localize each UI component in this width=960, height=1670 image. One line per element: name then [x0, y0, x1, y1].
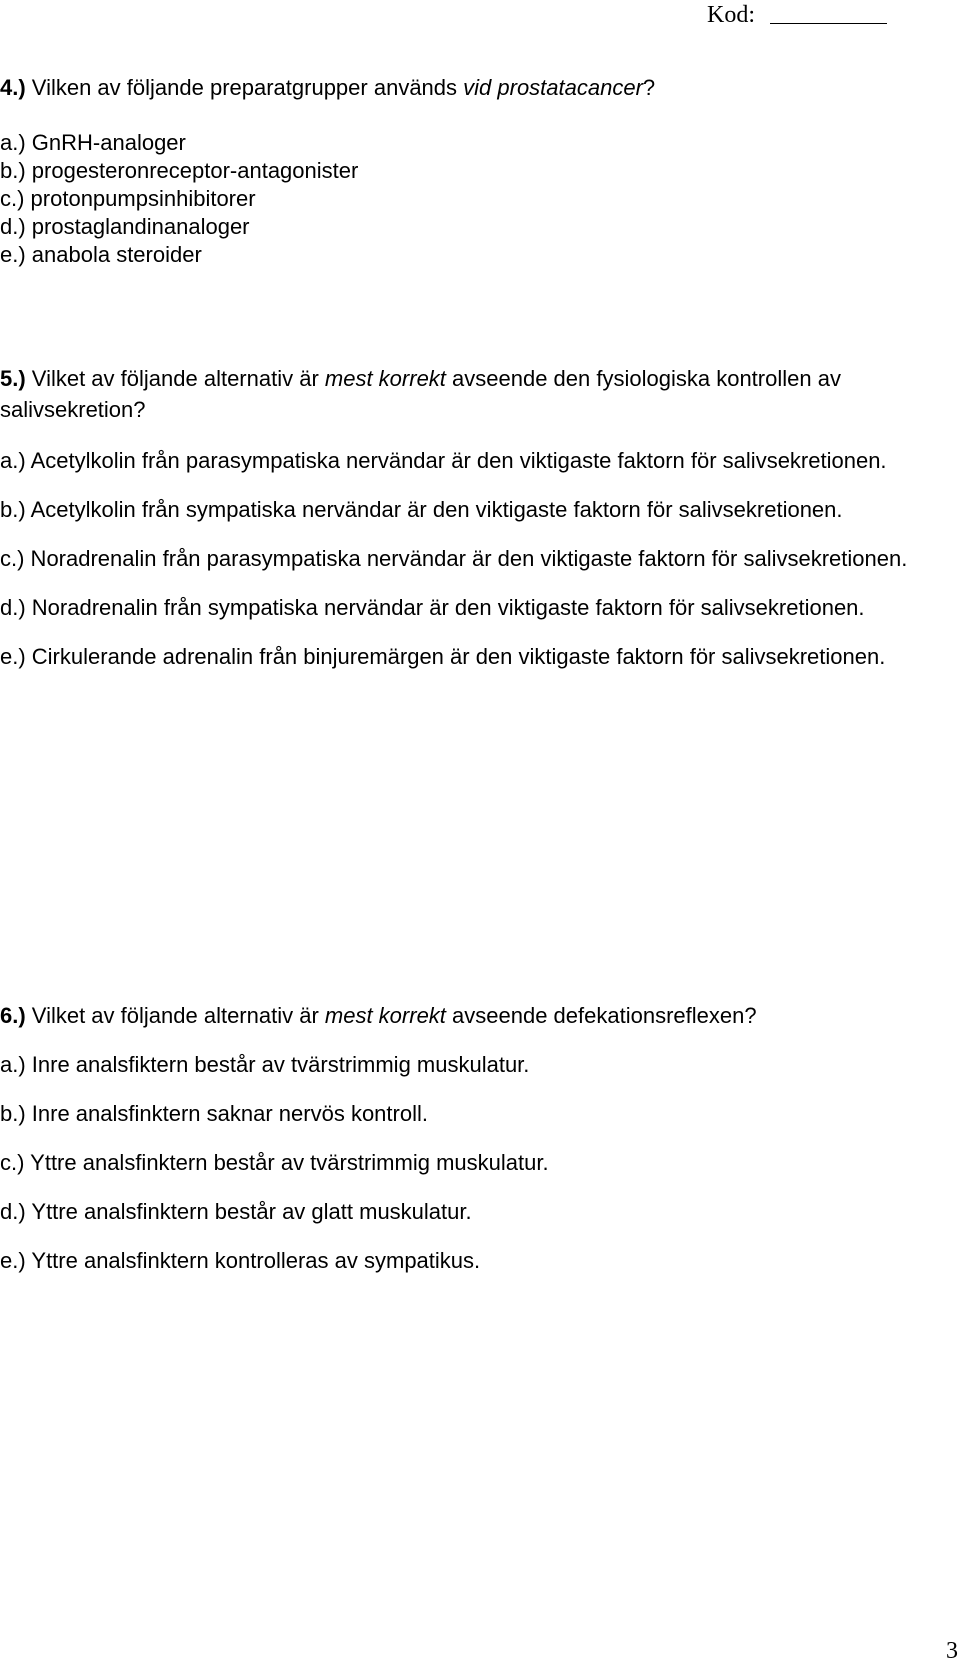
- question-text-part: Vilket av följande alternativ är: [25, 1003, 325, 1028]
- kod-blank-line: [770, 23, 887, 24]
- question-6-text: [0, 1000, 930, 1031]
- question-text-part: Vilken av följande preparatgrupper används: [25, 75, 464, 100]
- option-c: c.) Yttre analsfinktern består av tvärstrimmig muskulatur.: [0, 1150, 549, 1175]
- question-5: [0, 363, 930, 690]
- question-emphasis: mest korrekt: [324, 1003, 446, 1028]
- option-b: b.) Inre analsfinktern saknar nervös kontroll.: [0, 1101, 428, 1126]
- option-e: e.) Yttre analsfinktern kontrolleras av sympatikus.: [0, 1248, 481, 1273]
- question-text-part: ?: [642, 75, 656, 100]
- kod-label: Kod:: [707, 2, 755, 28]
- question-text-part: avseende defekationsreflexen?: [445, 1003, 757, 1028]
- option-a: a.) Acetylkolin från parasympatiska nervändar är den viktigaste faktorn för salivsekretionen.: [0, 448, 887, 473]
- option-e: e.) Cirkulerande adrenalin från binjuremärgen är den viktigaste faktorn för salivsekretionen.: [0, 644, 886, 669]
- question-4-options: [0, 129, 930, 269]
- option-d: d.) prostaglandinanaloger: [0, 214, 250, 239]
- question-4-text: [0, 72, 930, 103]
- option-d: d.) Yttre analsfinktern består av glatt muskulatur.: [0, 1199, 472, 1224]
- option-e: e.) anabola steroider: [0, 242, 202, 267]
- question-number: 5.): [0, 366, 26, 391]
- option-a: a.) Inre analsfiktern består av tvärstrimmig muskulatur.: [0, 1052, 530, 1077]
- question-6-options: [0, 1049, 930, 1276]
- option-b: b.) progesteronreceptor-antagonister: [0, 158, 359, 183]
- question-5-options: [0, 445, 930, 672]
- question-number: 6.): [0, 1003, 26, 1028]
- option-c: c.) Noradrenalin från parasympatiska nervändar är den viktigaste faktorn för salivsekretionen.: [0, 546, 908, 571]
- question-6: [0, 1000, 930, 1294]
- question-4: [0, 72, 930, 269]
- option-d: d.) Noradrenalin från sympatiska nervändar är den viktigaste faktorn för salivsekretionen.: [0, 595, 865, 620]
- question-text-part: Vilket av följande alternativ är: [25, 366, 325, 391]
- question-emphasis: mest korrekt: [324, 366, 446, 391]
- question-number: 4.): [0, 75, 26, 100]
- question-emphasis: vid prostatacancer: [463, 75, 643, 100]
- page-number: 3: [946, 1638, 958, 1664]
- option-c: c.) protonpumpsinhibitorer: [0, 186, 256, 211]
- question-5-text: [0, 363, 930, 425]
- option-b: b.) Acetylkolin från sympatiska nervändar är den viktigaste faktorn för salivsekretionen.: [0, 497, 843, 522]
- question-text-part: avseende den fysiologiska kontrollen av salivsekretion?: [0, 366, 841, 422]
- option-a: a.) GnRH-analoger: [0, 130, 186, 155]
